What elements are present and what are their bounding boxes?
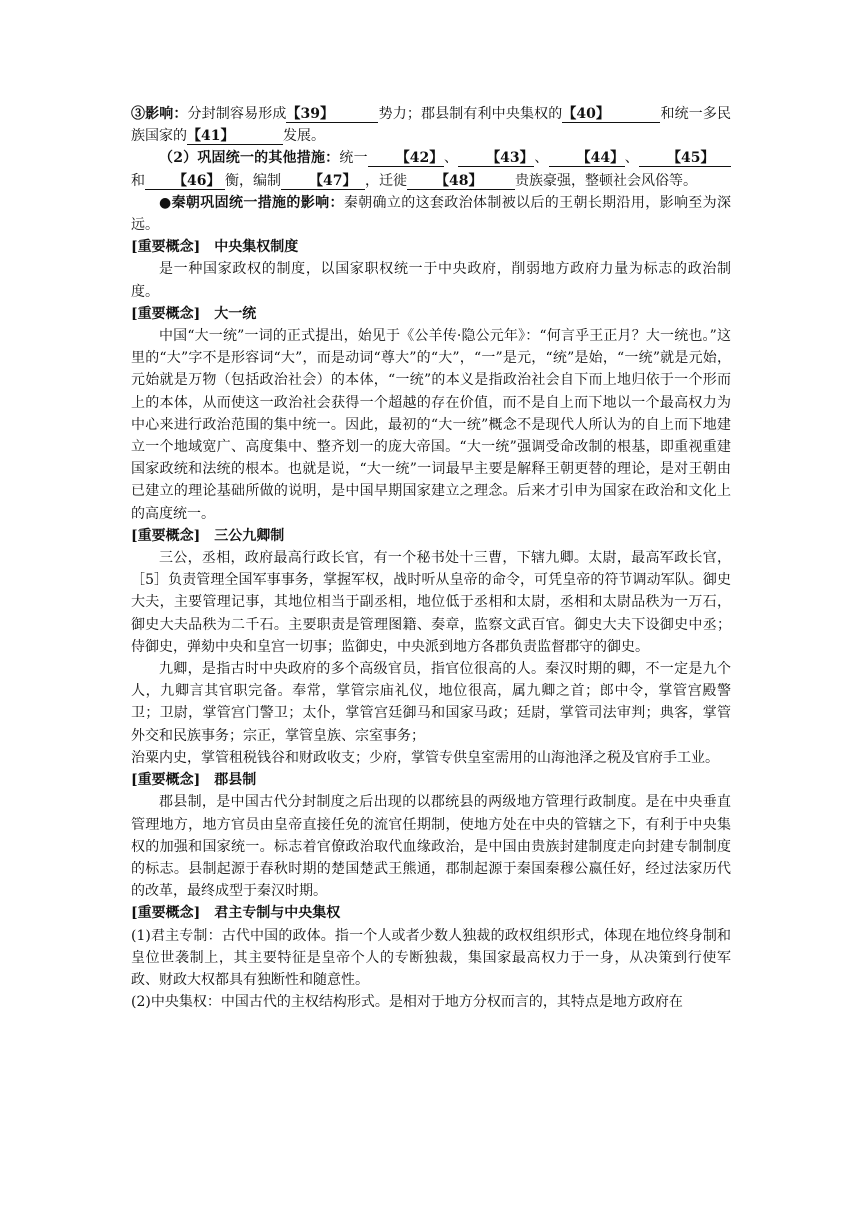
document-page	[131, 103, 731, 1013]
concept-paragraph: 是一种国家政权的制度，以国家职权统一于中央政府，削弱地方政府力量为标志的政治制度。	[131, 261, 731, 300]
concept-tag: [重要概念]	[131, 772, 201, 789]
concept-heading	[131, 303, 731, 325]
concept-tag: [重要概念]	[131, 905, 201, 922]
answer-blank-41[interactable]: 【41】	[187, 128, 283, 145]
concept-title: 三公九卿制	[214, 527, 285, 544]
answer-blank-40[interactable]: 【40】	[562, 106, 660, 123]
concept-paragraph: (1)君主专制：古代中国的政体。指一个人或者少数人独裁的政权组织形式，体现在地位终身制和皇位世袭制上，其主要特征是皇帝个人的专断独裁，集国家最高权力于一身，从决策到行使军政、财政大权都具有独断性和随意性。	[131, 927, 731, 988]
answer-blank-39[interactable]: 【39】	[286, 106, 378, 123]
answer-blank-45[interactable]: 【45】	[639, 150, 731, 167]
answer-blank-43[interactable]: 【43】	[458, 150, 534, 167]
answer-blank-44[interactable]: 【44】	[549, 150, 625, 167]
concept-title: 郡县制	[214, 772, 257, 789]
answer-blank-48[interactable]: 【48】	[407, 173, 515, 190]
answer-blank-47[interactable]: 【47】	[281, 173, 365, 190]
concept-title: 中央集权制度	[214, 239, 299, 256]
concept-paragraph: 九卿，是指古时中央政府的多个高级官员，指官位很高的人。秦汉时期的卿，不一定是九个人，九卿言其官职完备。奉常，掌管宗庙礼仪，地位很高，属九卿之首；郎中令，掌管宫殿警卫；卫尉，掌管宫门警卫；太仆，掌管宫廷御马和国家马政；廷尉，掌管司法审判；典客，掌管外交和民族事务；宗正，掌管皇族、宗室事务；	[131, 661, 731, 744]
other-measures-paragraph: （2）巩固统一的其他措施：统一 【42】、 【43】、 【44】、 【45】和 【46】 衡，编制 【47】 ，迁徙 【48】 贵族豪强，整顿社会风俗等。	[131, 147, 731, 191]
answer-blank-46[interactable]: 【46】	[145, 173, 225, 190]
concept-paragraph: 中国“大一统”一词的正式提出，始见于《公羊传·隐公元年》：“何言乎王正月？大一统也。”这里的“大”字不是形容词“大”，而是动词“尊大”的“大”，“一”是元，“统”是始，“一统”就是元始，元始就是万物（包括政治社会）的本体，“一统”的本义是指政治社会自下而上地归依于一个形而上的本体，从而使这一政治社会获得一个超越的存在价值，而不是自上而下地以一个最高权力为中心来进行政治范围的集中统一。因此，最初的“大一统”概念不是现代人所认为的自上而下地建立一个地域宽广、高度集中、整齐划一的庞大帝国。“大一统”强调受命改制的根基，即重视重建国家政统和法统的根本。也就是说，“大一统”一词最早主要是解释王朝更替的理论，是对王朝由已建立的理论基础所做的说明，是中国早期国家建立之理念。后来才引申为国家在政治和文化上的高度统一。	[131, 328, 731, 522]
concept-heading	[131, 525, 731, 547]
answer-blank-42[interactable]: 【42】	[368, 150, 444, 167]
concept-heading	[131, 902, 731, 924]
concept-tag: [重要概念]	[131, 305, 201, 322]
concept-paragraph: (2)中央集权：中国古代的主权结构形式。是相对于地方分权而言的，其特点是地方政府在	[131, 994, 683, 1011]
concept-paragraph: 郡县制，是中国古代分封制度之后出现的以郡统县的两级地方管理行政制度。是在中央垂直管理地方，地方官员由皇帝直接任免的流官任期制，使地方处在中央的管辖之下，有利于中央集权的加强和国家统一。标志着官僚政治取代血缘政治，是中国由贵族封建制度走向封建专制制度的标志。县制起源于春秋时期的楚国楚武王熊通，郡制起源于秦国秦穆公嬴任好，经过法家历代的改革，最终成型于秦汉时期。	[131, 794, 731, 900]
concept-title: 君主专制与中央集权	[214, 905, 341, 922]
concept-tag: [重要概念]	[131, 239, 201, 256]
influence-paragraph: ③影响：分封制容易形成【39】 势力；郡县制有利中央集权的【40】 和统一多民族国家的【41】 发展。	[131, 106, 732, 145]
concept-tag: [重要概念]	[131, 527, 201, 544]
qin-influence-label: ●秦朝巩固统一措施的影响：	[159, 194, 344, 211]
concept-title: 大一统	[214, 305, 257, 322]
qin-influence-paragraph: ●秦朝巩固统一措施的影响：秦朝确立的这套政治体制被以后的王朝长期沿用，影响至为深远。	[131, 194, 731, 234]
concept-paragraph: 治粟内史，掌管租税钱谷和财政收支；少府，掌管专供皇室需用的山海池泽之税及官府手工业。	[131, 749, 719, 766]
other-measures-label: （2）巩固统一的其他措施：	[159, 150, 340, 167]
influence-label: ③影响：	[131, 106, 188, 122]
concept-heading	[131, 769, 731, 791]
concept-heading	[131, 236, 731, 258]
concept-paragraph: 三公，丞相，政府最高行政长官，有一个秘书处十三曹，下辖九卿。太尉，最高军政长官，［5］负责管理全国军事事务，掌握军权，战时听从皇帝的命令，可凭皇帝的符节调动军队。御史大夫，主要管理记事，其地位相当于副丞相，地位低于丞相和太尉，丞相和太尉品秩为一万石，御史大夫品秩为二千石。主要职责是管理图籍、奏章，监察文武百官。御史大夫下设御史中丞；侍御史，弹劾中央和皇宫一切事；监御史，中央派到地方各郡负责监督郡守的御史。	[131, 550, 731, 655]
